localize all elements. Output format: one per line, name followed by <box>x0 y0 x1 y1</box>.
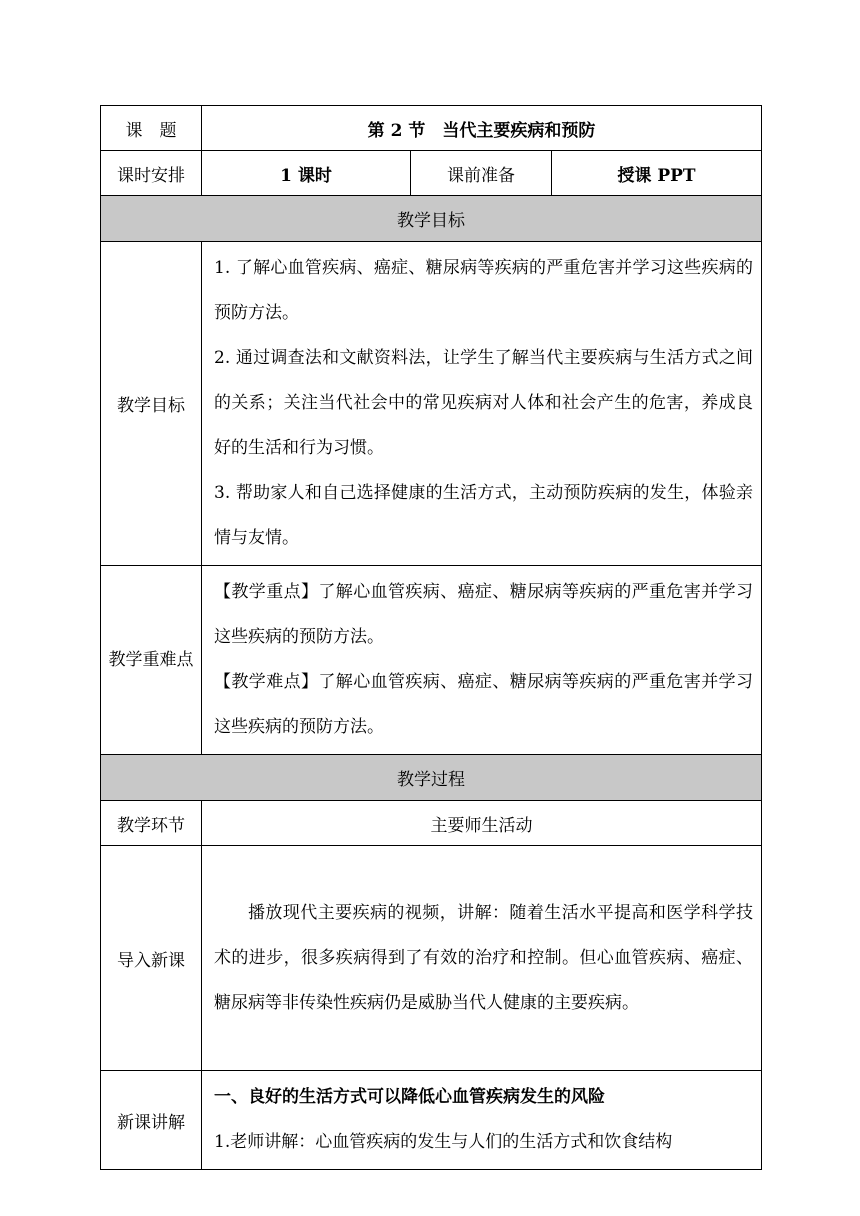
activity-column-header: 主要师生活动 <box>202 801 762 846</box>
new-lesson-text: 1.老师讲解：心血管疾病的发生与人们的生活方式和饮食结构 <box>214 1132 673 1152</box>
objectives-row <box>101 242 762 566</box>
difficult-point-item: 【教学难点】了解心血管疾病、癌症、糖尿病等疾病的严重危害并学习这些疾病的预防方法。 <box>214 672 754 737</box>
intro-label: 导入新课 <box>101 846 202 1071</box>
key-points-label: 教学重难点 <box>101 566 202 755</box>
intro-content <box>202 846 762 1071</box>
topic-row <box>101 106 762 151</box>
objective-item: 3. 帮助家人和自己选择健康的生活方式，主动预防疾病的发生，体验亲情与友情。 <box>214 483 754 548</box>
intro-text: 播放现代主要疾病的视频，讲解：随着生活水平提高和医学科学技术的进步，很多疾病得到了有效的治疗和控制。但心血管疾病、癌症、糖尿病等非传染性疾病仍是威胁当代人健康的主要疾病。 <box>214 902 754 1013</box>
objectives-label: 教学目标 <box>101 242 202 566</box>
schedule-row <box>101 151 762 196</box>
lesson-plan-table <box>100 105 762 1170</box>
objectives-content <box>202 242 762 566</box>
process-section-row <box>101 755 762 801</box>
objectives-section-title: 教学目标 <box>101 196 762 242</box>
new-lesson-label: 新课讲解 <box>101 1071 202 1170</box>
intro-row <box>101 846 762 1071</box>
stage-column-header: 教学环节 <box>101 801 202 846</box>
key-point-item: 【教学重点】了解心血管疾病、癌症、糖尿病等疾病的严重危害并学习这些疾病的预防方法。 <box>214 582 754 647</box>
process-header-row <box>101 801 762 846</box>
objectives-section-row <box>101 196 762 242</box>
key-points-content <box>202 566 762 755</box>
new-lesson-content <box>202 1071 762 1170</box>
hours-value: 1 课时 <box>202 151 411 196</box>
prep-value: 授课 PPT <box>552 151 762 196</box>
objective-item: 1. 了解心血管疾病、癌症、糖尿病等疾病的严重危害并学习这些疾病的预防方法。 <box>214 258 754 323</box>
prep-label: 课前准备 <box>411 151 552 196</box>
process-section-title: 教学过程 <box>101 755 762 801</box>
hours-label: 课时安排 <box>101 151 202 196</box>
new-lesson-heading: 一、良好的生活方式可以降低心血管疾病发生的风险 <box>214 1087 605 1107</box>
key-points-row <box>101 566 762 755</box>
new-lesson-row <box>101 1071 762 1170</box>
objective-item: 2. 通过调查法和文献资料法，让学生了解当代主要疾病与生活方式之间的关系；关注当代社会中的常见疾病对人体和社会产生的危害，养成良好的生活和行为习惯。 <box>214 348 754 458</box>
topic-label: 课 题 <box>101 106 202 151</box>
topic-value: 第 2 节 当代主要疾病和预防 <box>202 106 762 151</box>
